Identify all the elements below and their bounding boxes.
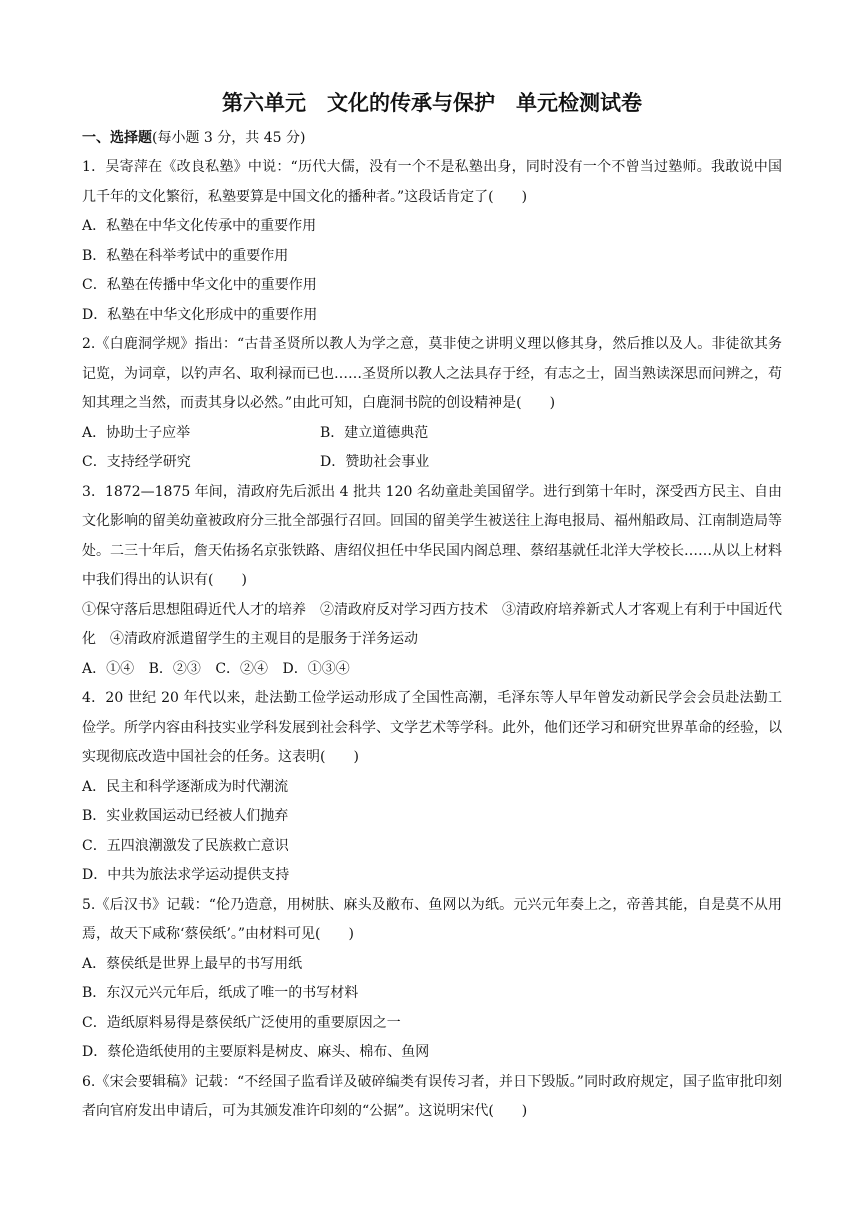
- question-5-stem: 5.《后汉书》记载：“伦乃造意，用树肤、麻头及敝布、鱼网以为纸。元兴元年奏上之，帝善其能，自是莫不从用焉，故天下咸称‘蔡侯纸’。”由材料可见( ): [82, 896, 782, 942]
- question-4-option-a: A．民主和科学逐渐成为时代潮流: [82, 778, 289, 795]
- question-3-options: [82, 655, 782, 685]
- question-2-options-row-1: [82, 419, 782, 449]
- question-2-option-c: C．支持经学研究: [82, 454, 191, 470]
- question-6: [82, 1068, 782, 1127]
- question-3-option-b: B．②③: [148, 660, 201, 677]
- question-3-statements: ①保守落后思想阻碍近代人才的培养 ②清政府反对学习西方技术 ③清政府培养新式人才客观上有利于中国近代化 ④清政府派遣留学生的主观目的是服务于洋务运动: [82, 601, 782, 647]
- section-heading: [82, 124, 782, 153]
- question-2-option-a: A．协助士子应举: [82, 424, 191, 441]
- section-score-note: (每小题 3 分，共 45 分): [152, 130, 306, 146]
- question-3-option-c: C．②④: [215, 660, 269, 677]
- question-4-stem: 4．20 世纪 20 年代以来，赴法勤工俭学运动形成了全国性高潮，毛泽东等人早年曾发动新民学会会员赴法勤工俭学。所学内容由科技实业学科发展到社会科学、文学艺术等学科。此外，他们还学习和研究世界革命的经验，以实现彻底改造中国社会的任务。这表明( ): [82, 690, 782, 765]
- question-1-option-c: C．私塾在传播中华文化中的重要作用: [82, 277, 317, 293]
- question-2-option-d: D．赞助社会事业: [320, 454, 430, 470]
- question-1-option-a: A．私塾在中华文化传承中的重要作用: [82, 218, 317, 234]
- question-1: [82, 153, 782, 330]
- question-4-option-d: D．中共为旅法求学运动提供支持: [82, 867, 290, 883]
- question-5: [82, 891, 782, 1068]
- question-2-options-row-2: [82, 448, 782, 478]
- question-1-stem: 1．吴寄萍在《改良私塾》中说：“历代大儒，没有一个不是私塾出身，同时没有一个不曾当过塾师。我敢说中国几千年的文化繁衍，私塾要算是中国文化的播种者。”这段话肯定了( ): [82, 159, 782, 205]
- question-1-option-d: D．私塾在中华文化形成中的重要作用: [82, 306, 318, 323]
- question-4-option-b: B．实业救国运动已经被人们抛弃: [82, 808, 289, 824]
- question-2-option-b: B．建立道德典范: [320, 424, 429, 441]
- question-5-option-d: D．蔡伦造纸使用的主要原料是树皮、麻头、棉布、鱼网: [82, 1044, 430, 1060]
- question-4-option-c: C．五四浪潮激发了民族救亡意识: [82, 837, 289, 854]
- question-5-option-c: C．造纸原料易得是蔡侯纸广泛使用的重要原因之一: [82, 1014, 401, 1031]
- question-2: [82, 330, 782, 478]
- question-2-stem: 2.《白鹿洞学规》指出：“古昔圣贤所以教人为学之意，莫非使之讲明义理以修其身，然后推以及人。非徒欲其务记览，为词章，以钓声名、取利禄而已也……圣贤所以教人之法具存于经，有志之士，固当熟读深思而问辨之，苟知其理之当然，而责其身以必然。”由此可知，白鹿洞书院的创设精神是( ): [82, 336, 782, 411]
- question-5-option-a: A．蔡侯纸是世界上最早的书写用纸: [82, 955, 303, 972]
- question-3-option-a: A．①④: [82, 660, 135, 677]
- question-3-stem: 3．1872—1875 年间，清政府先后派出 4 批共 120 名幼童赴美国留学。进行到第十年时，深受西方民主、自由文化影响的留美幼童被政府分三批全部强行召回。回国的留美学生被送往上海电报局、福州船政局、江南制造局等处。二三十年后，詹天佑扬名京张铁路、唐绍仪担任中华民国内阁总理、蔡绍基就任北洋大学校长……从以上材料中我们得出的认识有( ): [82, 483, 782, 588]
- question-3: [82, 478, 782, 685]
- page-title: 第六单元 文化的传承与保护 单元检测试卷: [222, 91, 642, 115]
- question-5-option-b: B．东汉元兴元年后，纸成了唯一的书写材料: [82, 985, 359, 1001]
- section-heading-label: 一、选择题: [82, 130, 152, 146]
- question-4: [82, 684, 782, 891]
- question-6-stem: 6.《宋会要辑稿》记载：“不经国子监看详及破碎编类有误传习者，并日下毁版。”同时政府规定，国子监审批印刻者向官府发出申请后，可为其颁发准许印刻的“公据”。这说明宋代( ): [82, 1073, 782, 1119]
- question-1-option-b: B．私塾在科举考试中的重要作用: [82, 247, 289, 264]
- question-3-option-d: D．①③④: [282, 660, 350, 677]
